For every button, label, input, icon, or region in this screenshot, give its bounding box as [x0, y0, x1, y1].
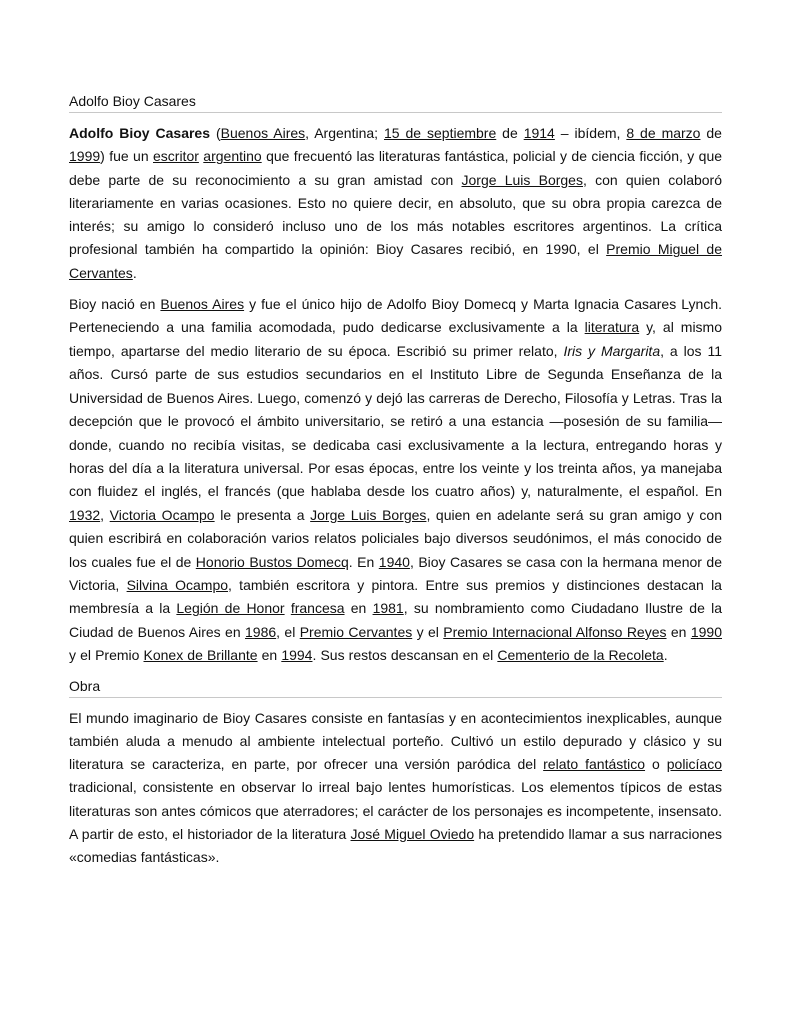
text: Bioy nació en: [69, 296, 161, 313]
text: en: [257, 647, 282, 664]
text: . En: [348, 553, 379, 570]
link-1981[interactable]: 1981: [372, 600, 404, 617]
link-1932[interactable]: 1932: [69, 506, 101, 523]
link-jose-miguel-oviedo[interactable]: José Miguel Oviedo: [350, 826, 475, 843]
link-premio-miguel-de-cervantes[interactable]: Premio Miguel de Cervantes: [69, 241, 722, 281]
link-1999[interactable]: 1999: [69, 148, 101, 165]
text: de: [700, 125, 722, 141]
link-honorio-bustos-domecq[interactable]: Honorio Bustos Domecq: [195, 553, 349, 570]
link-policiaco[interactable]: policíaco: [666, 756, 723, 773]
link-1914[interactable]: 1914: [523, 125, 555, 141]
link-victoria-ocampo[interactable]: Victoria Ocampo: [109, 506, 215, 523]
link-premio-internacional-alfonso-reyes[interactable]: Premio Internacional Alfonso Reyes: [443, 623, 667, 640]
link-buenos-aires-2[interactable]: Buenos Aires: [160, 296, 245, 313]
text: ) fue un: [100, 148, 153, 165]
text: .: [132, 264, 137, 281]
link-8-marzo[interactable]: 8 de marzo: [626, 125, 701, 141]
text: . Sus restos descansan en el: [312, 647, 498, 664]
paragraph-intro: [69, 122, 722, 285]
link-jorge-luis-borges[interactable]: Jorge Luis Borges: [461, 171, 583, 188]
subject-name: Adolfo Bioy Casares: [69, 125, 211, 141]
text: tradicional, consistente en observar lo irreal bajo lentes humorísticas. Los elementos típicos de estas literaturas son antes cómicos que aterradores; el carácter de los personajes es incompetente, insensato. A partir de esto, el historiador de la literatura: [69, 779, 722, 843]
text: o: [645, 756, 667, 773]
link-1994[interactable]: 1994: [281, 647, 313, 664]
link-15-septiembre[interactable]: 15 de septiembre: [383, 125, 497, 141]
text: en: [666, 623, 691, 640]
text: , con quien colaboró literariamente en varias ocasiones. Esto no quiere decir, en absoluto, que su obra propia carezca de interés; su amigo lo consideró incluso uno de los más notables escritores argentinos. La crítica profesional también ha compartido la opinión: Bioy Casares recibió, en 1990, el: [69, 171, 722, 258]
link-literatura[interactable]: literatura: [584, 319, 640, 336]
text: y el: [412, 623, 444, 640]
text: ha pretendido llamar a sus narraciones «comedias fantásticas».: [69, 826, 722, 866]
text: en: [344, 600, 373, 617]
link-premio-cervantes[interactable]: Premio Cervantes: [299, 623, 413, 640]
section-heading-obra: Obra: [69, 676, 722, 698]
paragraph-obra: [69, 707, 722, 870]
work-title: Iris y Margarita: [563, 342, 661, 359]
link-1940[interactable]: 1940: [378, 553, 410, 570]
link-silvina-ocampo[interactable]: Silvina Ocampo: [126, 576, 229, 593]
paragraph-biography: [69, 293, 722, 668]
link-francesa[interactable]: francesa: [290, 600, 345, 617]
text: , Argentina;: [305, 125, 384, 141]
link-1990[interactable]: 1990: [690, 623, 722, 640]
text: y, al mismo tiempo, apartarse del medio literario de su época. Escribió su primer relato,: [69, 319, 722, 359]
text: , también escritora y pintora. Entre sus premios y distinciones destacan la membresía a la: [69, 576, 722, 617]
text: le presenta a: [214, 506, 311, 523]
link-escritor[interactable]: escritor: [153, 148, 199, 165]
text: , quien en adelante será su gran amigo y con quien escribirá en colaboración varios relatos policiales bajo diversos seudónimos, el más conocido de los cuales fue el de: [69, 506, 722, 570]
link-jorge-luis-borges-2[interactable]: Jorge Luis Borges: [310, 506, 427, 523]
text: y el Premio: [69, 647, 144, 664]
text: .: [663, 647, 668, 664]
text: que frecuentó las literaturas fantástica, policial y de ciencia ficción, y que debe parte de su reconocimiento a su gran amistad con: [69, 148, 723, 188]
text: , a los 11 años. Cursó parte de sus estudios secundarios en el Instituto Libre de Segunda Enseñanza de la Universidad de Buenos Aires. Luego, comenzó y dejó las carreras de Derecho, Filosofía y Letras. Tras la decepción que le provocó el ámbito universitario, se retiró a una estancia —posesión de su familia— donde, cuando no recibía visitas, se dedicaba casi exclusivamente a la lectura, entregando horas y horas del día a la literatura universal. Por esas épocas, entre los veinte y los treinta años, ya manejaba con fluidez el inglés, el francés (que hablaba desde los cuatro años) y, naturalmente, el español. En: [69, 342, 722, 500]
link-cementerio-de-la-recoleta[interactable]: Cementerio de la Recoleta: [497, 647, 664, 664]
text: , su nombramiento como Ciudadano Ilustre de la Ciudad de Buenos Aires en: [69, 600, 723, 640]
text: (: [210, 125, 221, 141]
text: de: [496, 125, 524, 141]
text: , el: [276, 623, 300, 640]
link-argentino[interactable]: argentino: [203, 148, 262, 165]
text: ,: [100, 506, 110, 523]
section-heading-biography: Adolfo Bioy Casares: [69, 91, 722, 113]
text: y fue el único hijo de Adolfo Bioy Domecq y Marta Ignacia Casares Lynch. Perteneciendo a una familia acomodada, pudo dedicarse exclusivamente a la: [69, 296, 722, 336]
text: – ibídem,: [554, 125, 627, 141]
link-relato-fantastico[interactable]: relato fantástico: [543, 756, 646, 773]
document-page: [69, 91, 722, 878]
text: , Bioy Casares se casa con la hermana menor de Victoria,: [69, 553, 723, 593]
link-konex-de-brillante[interactable]: Konex de Brillante: [143, 647, 258, 664]
text: El mundo imaginario de Bioy Casares consiste en fantasías y en acontecimientos inexplicables, aunque también aluda a menudo al ambiente intelectual porteño. Cultivó un estilo depurado y clásico y su literatura se caracteriza, en parte, por ofrecer una versión paródica del: [69, 709, 722, 773]
link-legion-de-honor[interactable]: Legión de Honor: [176, 600, 285, 617]
link-1986[interactable]: 1986: [245, 623, 277, 640]
link-buenos-aires[interactable]: Buenos Aires: [220, 125, 306, 141]
